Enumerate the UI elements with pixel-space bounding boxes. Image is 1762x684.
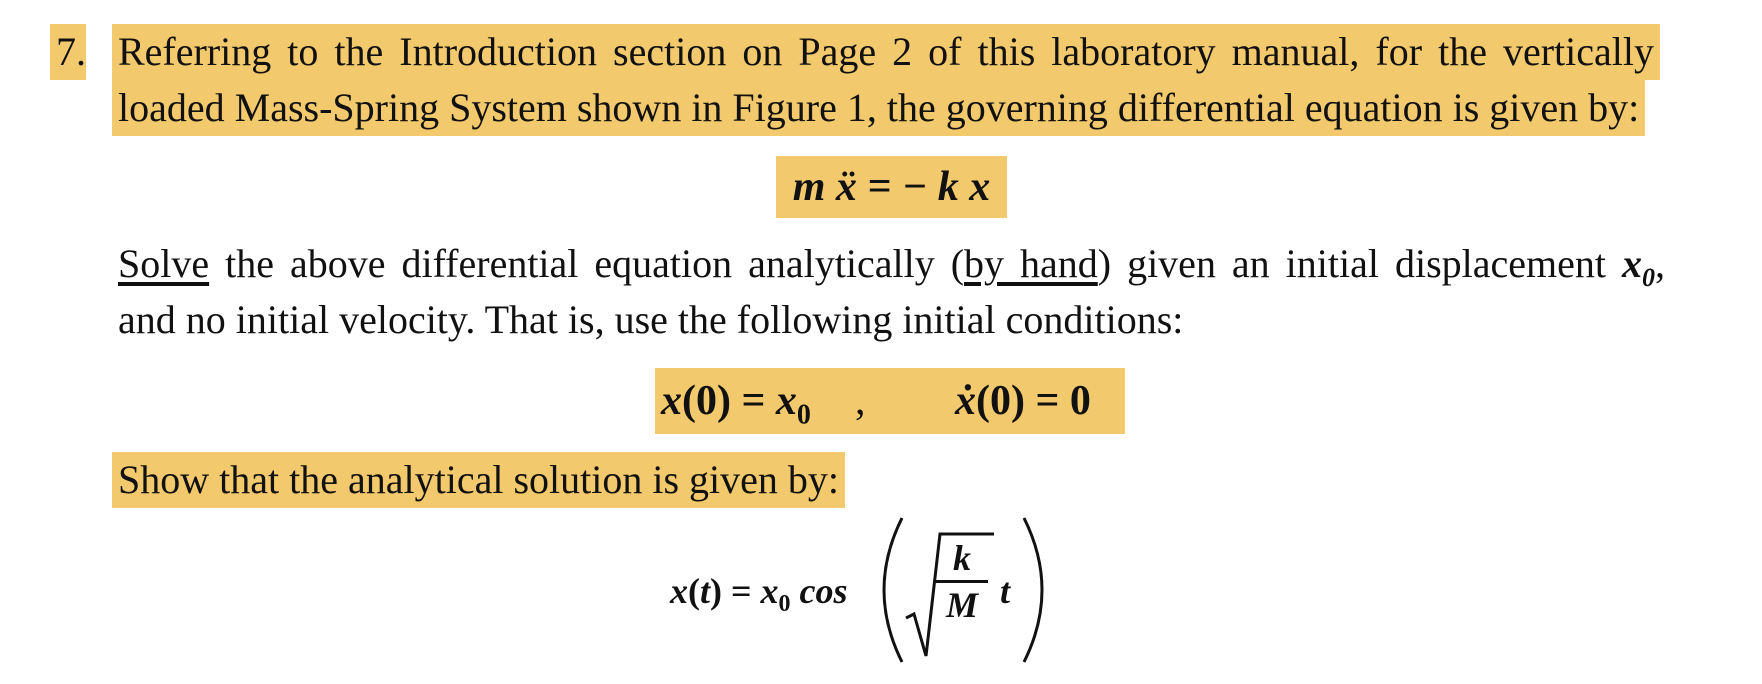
solution-fraction: [932, 538, 992, 625]
solution-radical-and-parens: [670, 510, 1090, 670]
instruction-text-c: ,: [1655, 241, 1665, 286]
intro-line-2: loaded Mass-Spring System shown in Figure 1, the governing differential equation is given by:: [112, 80, 1645, 136]
show-that-text: Show that the analytical solution is given by:: [112, 452, 845, 508]
left-paren: [884, 518, 902, 662]
fraction-bar: [936, 580, 988, 583]
initial-conditions: [655, 368, 1125, 434]
instruction-text-a: the above differential equation analytically (: [209, 241, 965, 286]
condition-separator: ,: [855, 378, 866, 424]
instruction-text-b: ) given an initial displacement: [1097, 241, 1622, 286]
governing-equation: m ẍ = − k x: [776, 156, 1007, 218]
initial-displacement-symbol: $x_0$: [1622, 241, 1655, 292]
time-variable: t: [1000, 571, 1011, 611]
right-paren: [1024, 518, 1042, 662]
intro-line-1: Referring to the Introduction section on Page 2 of this laboratory manual, for the vertically: [112, 24, 1660, 80]
analytical-solution: [670, 510, 1090, 670]
condition-velocity: ẋ(0) = 0: [955, 378, 1091, 424]
item-number: 7.: [50, 24, 86, 80]
fraction-numerator: k: [953, 538, 971, 578]
by-hand-underlined: by hand: [964, 241, 1098, 286]
solution-lhs: $x(t) = x_0$ cos: [670, 571, 848, 618]
fraction-denominator: M: [945, 585, 978, 625]
instruction-line-2: and no initial velocity. That is, use the following initial conditions:: [118, 297, 1184, 342]
condition-displacement: $x(0) = x_0$: [661, 378, 811, 431]
solve-underlined: Solve: [118, 241, 210, 286]
